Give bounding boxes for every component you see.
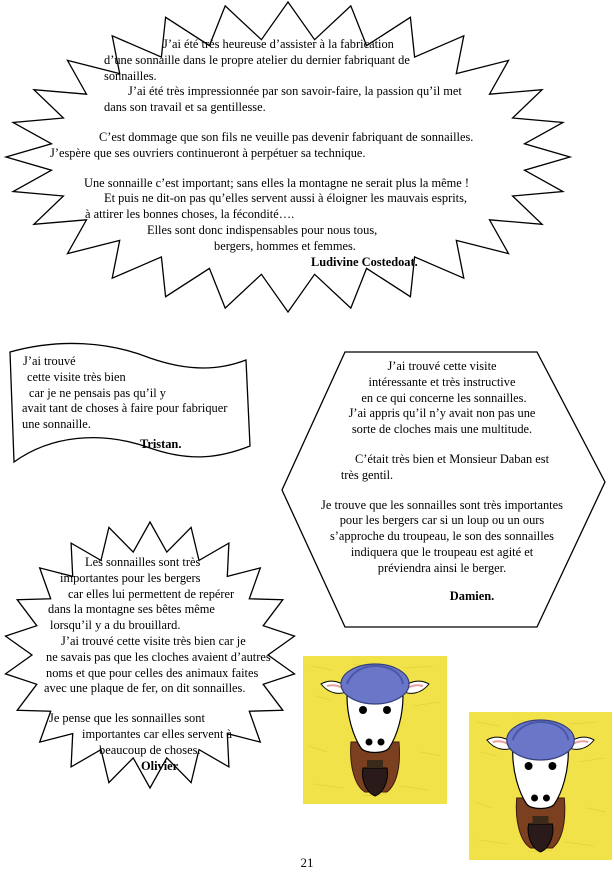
ludivine-text	[0, 37, 614, 270]
olivier-text	[0, 555, 300, 774]
ludivine-line-7: J’espère que ses ouvriers continueront à perpétuer sa technique.	[50, 145, 366, 160]
ludivine-line-12: bergers, hommes et femmes.	[214, 238, 356, 253]
tristan-line-5: une sonnaille.	[22, 417, 91, 432]
ludivine-line-3: sonnailles.	[104, 68, 157, 83]
tristan-line-1: J’ai trouvé	[23, 354, 76, 368]
damien-line-6: C’était très bien et Monsieur Daban est	[354, 451, 550, 466]
olivier-line-12: beaucoup de choses.	[99, 742, 201, 757]
ludivine-line-8: Une sonnaille c’est important; sans elles la montagne ne serait plus la même !	[84, 175, 470, 190]
page-number: 21	[300, 855, 314, 870]
ludivine-line-1: J’ai été très heureuse d’assister à la fabrication	[163, 37, 394, 51]
ludivine-line-11: Elles sont donc indispensables pour nous tous,	[147, 222, 378, 237]
ludivine-starburst	[0, 0, 614, 320]
tristan-signature: Tristan.	[140, 436, 182, 451]
tristan-line-2: cette visite très bien	[27, 369, 126, 384]
tristan-line-3: car je ne pensais pas qu’il y	[29, 385, 166, 400]
damien-line-2: intéressante et très instructive	[368, 374, 516, 389]
damien-signature: Damien.	[449, 588, 495, 603]
damien-line-12: préviendra ainsi le berger.	[377, 560, 507, 575]
olivier-line-2: importantes pour les bergers	[60, 570, 201, 585]
olivier-sunburst	[0, 520, 300, 790]
damien-line-11: indiquera que le troupeau est agité et	[350, 544, 534, 559]
olivier-line-8: noms et que pour celles des animaux faites	[46, 665, 259, 680]
olivier-line-5: lorsqu’il y a du brouillard.	[50, 618, 181, 633]
damien-line-5: sorte de cloches mais une multitude.	[351, 422, 533, 437]
ludivine-signature: Ludivine Costedoat.	[311, 254, 418, 269]
ludivine-line-6: C’est dommage que son fils ne veuille pas devenir fabriquant de sonnailles.	[99, 129, 474, 144]
ludivine-line-9: Et puis ne dit-on pas qu’elles servent aussi à éloigner les mauvais esprits,	[104, 191, 468, 206]
olivier-line-7: ne savais pas que les cloches avaient d’autres	[46, 649, 271, 664]
olivier-line-9: avec une plaque de fer, on dit sonnailles.	[44, 681, 246, 696]
olivier-line-6: J’ai trouvé cette visite très bien car je	[61, 633, 246, 648]
olivier-line-10: Je pense que les sonnailles sont	[49, 711, 205, 726]
damien-hexagon	[270, 340, 614, 640]
damien-text	[270, 359, 614, 604]
olivier-line-1: Les sonnailles sont très	[85, 555, 201, 569]
damien-line-8: Je trouve que les sonnailles sont très importantes	[321, 497, 563, 512]
olivier-line-4: dans la montagne ses bêtes même	[48, 602, 215, 617]
damien-line-3: en ce qui concerne les sonnailles.	[361, 390, 527, 405]
damien-line-4: J’ai appris qu’il n’y avait non pas une	[348, 406, 536, 421]
sheep-drawing-left	[303, 656, 447, 804]
olivier-signature: Olivier	[141, 758, 179, 773]
tristan-text	[0, 354, 260, 453]
sheep-drawing-right	[469, 712, 612, 860]
damien-line-10: s’approche du troupeau, le son des sonnailles	[329, 529, 554, 544]
damien-line-9: pour les bergers car si un loup ou un ours	[339, 513, 545, 528]
ludivine-line-4: J’ai été très impressionnée par son savoir-faire, la passion qu’il met	[128, 84, 462, 99]
ludivine-line-10: à attirer les bonnes choses, la fécondité….	[85, 207, 295, 222]
olivier-line-11: importantes car elles servent à	[82, 726, 233, 741]
tristan-line-4: avait tant de choses à faire pour fabriquer	[22, 401, 228, 416]
damien-line-7: très gentil.	[340, 467, 394, 482]
olivier-line-3: car elles lui permettent de repérer	[68, 586, 235, 601]
tristan-banner	[0, 330, 260, 480]
ludivine-line-2: d’une sonnaille dans le propre atelier du dernier fabriquant de	[104, 52, 410, 67]
damien-line-1: J’ai trouvé cette visite	[387, 359, 497, 373]
ludivine-line-5: dans son travail et sa gentillesse.	[104, 100, 266, 115]
